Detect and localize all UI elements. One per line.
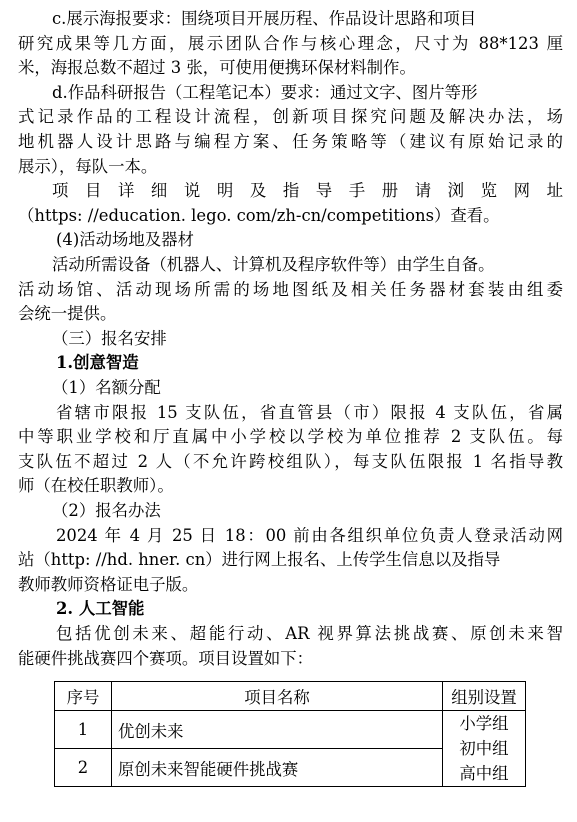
table-row	[55, 711, 526, 749]
section-heading: 2. 人工智能	[56, 599, 145, 619]
link-line[interactable]: （https: //education. lego. com/zh-cn/competitions）查看。	[18, 205, 500, 225]
group-label: 高中组	[459, 764, 509, 783]
paragraph-line: 教师教师资格证电子版。	[18, 574, 199, 594]
paragraph-line: 中等职业学校和厅直属中小学校以学校为单位推荐 2 支队伍。每	[18, 427, 563, 447]
section-heading: （2）报名办法	[52, 501, 161, 520]
paragraph-line: 式记录作品的工程设计流程，创新项目探究问题及解决办法，场	[18, 107, 563, 127]
section-heading: (4)活动场地及器材	[56, 230, 194, 250]
row-no: 2	[55, 749, 112, 787]
header-no: 序号	[55, 682, 112, 711]
paragraph-line: 支队伍不超过 2 人（不允许跨校组队），每支队伍限报 1 名指导教	[18, 451, 563, 471]
header-groups: 组别设置	[443, 682, 526, 711]
paragraph-line: 会统一提供。	[18, 304, 117, 324]
paragraph-line: 师（在校任职教师）。	[18, 476, 174, 496]
section-heading: 1.创意智造	[56, 353, 139, 373]
row-name: 优创未来	[112, 711, 443, 749]
section-heading: （1）名额分配	[52, 378, 161, 397]
group-label: 初中组	[459, 739, 509, 758]
section-heading: （三）报名安排	[52, 328, 167, 348]
link-line[interactable]: 站（http: //hd. hner. cn）进行网上报名、上传学生信息以及指导	[18, 550, 501, 570]
paragraph-line: d.作品科研报告（工程笔记本）要求：通过文字、图片等形	[52, 82, 478, 102]
paragraph-line: 项 目 详 细 说 明 及 指 导 手 册 请 浏 览 网 址	[52, 181, 563, 201]
paragraph-line: 活动场馆、活动现场所需的场地图纸及相关任务器材套装由组委	[18, 279, 563, 299]
paragraph-line: c.展示海报要求：围绕项目开展历程、作品设计思路和项目	[52, 9, 477, 28]
paragraph-line: 省辖市限报 15 支队伍，省直管县（市）限报 4 支队伍，省属	[56, 402, 563, 422]
table-header-row	[55, 682, 526, 711]
paragraph-line: 能硬件挑战赛四个赛项。项目设置如下：	[18, 648, 314, 668]
paragraph-line: 活动所需设备（机器人、计算机及程序软件等）由学生自备。	[52, 255, 495, 274]
header-name: 项目名称	[112, 682, 443, 711]
row-name: 原创未来智能硬件挑战赛	[112, 749, 443, 787]
groups-cell	[443, 711, 526, 787]
group-label: 小学组	[459, 714, 509, 733]
row-no: 1	[55, 711, 112, 749]
paragraph-line: 米，海报总数不超过 3 张，可使用便携环保材料制作。	[18, 58, 416, 78]
paragraph-line: 2024 年 4 月 25 日 18：00 前由各组织单位负责人登录活动网	[56, 525, 563, 545]
paragraph-line: 包括优创未来、超能行动、AR 视界算法挑战赛、原创未来智	[56, 624, 563, 643]
paragraph-line: 研究成果等几方面，展示团队合作与核心理念，尺寸为 88*123 厘	[18, 33, 563, 53]
paragraph-line: 展示），每队一本。	[18, 156, 158, 176]
project-table	[54, 681, 526, 787]
paragraph-line: 地机器人设计思路与编程方案、任务策略等（建议有原始记录的	[18, 132, 563, 151]
